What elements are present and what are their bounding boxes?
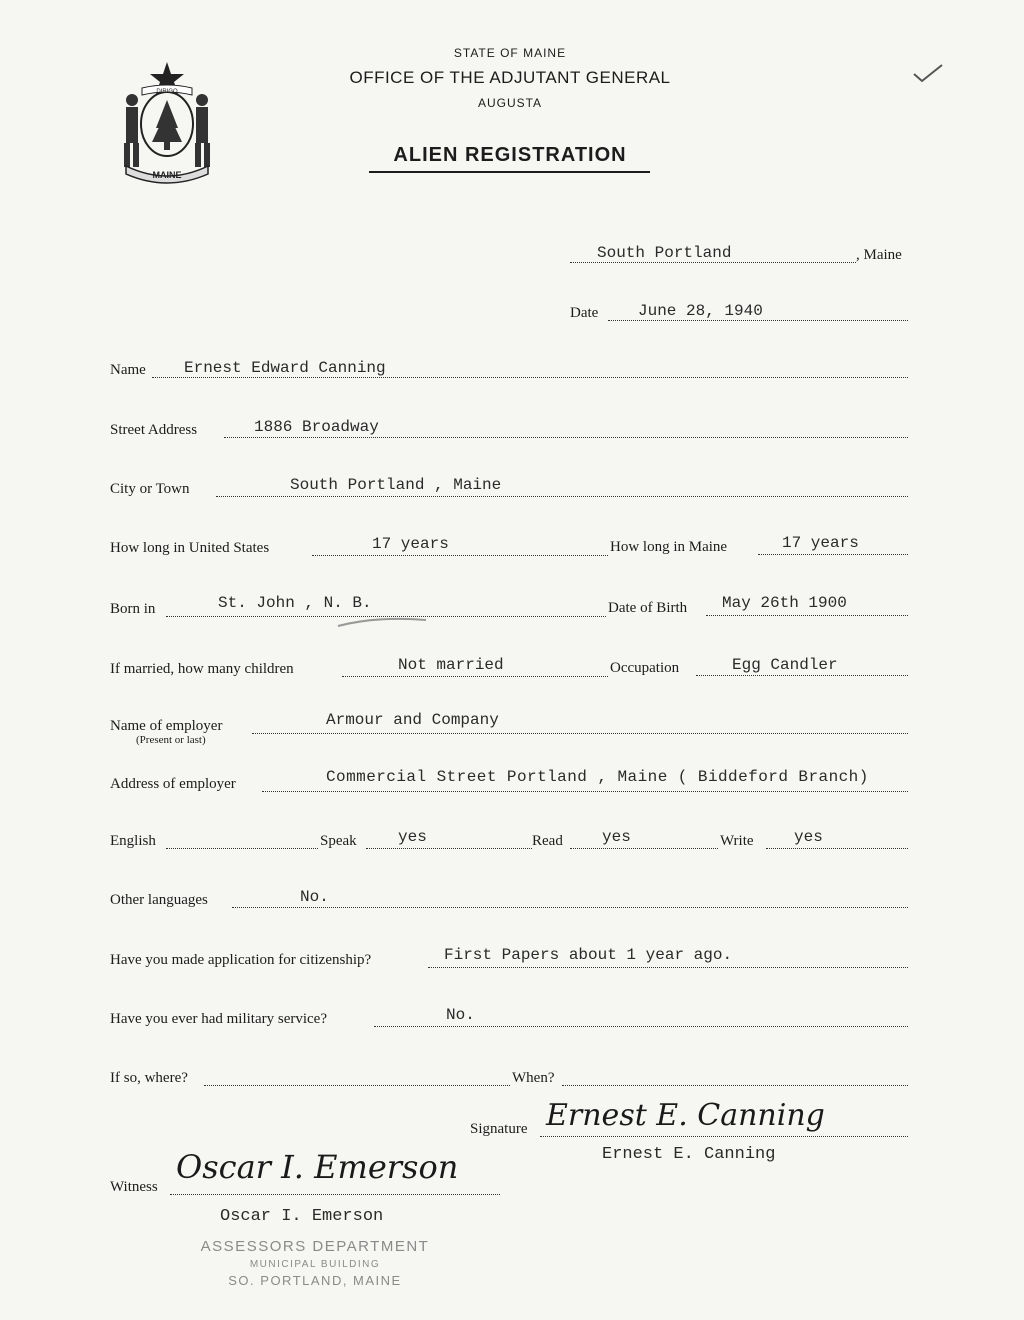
maine-duration-label: How long in Maine bbox=[610, 539, 728, 555]
city-heading: AUGUSTA bbox=[477, 96, 543, 110]
street-label: Street Address bbox=[110, 422, 198, 438]
state-heading: STATE OF MAINE bbox=[453, 46, 567, 60]
citizenship-value: First Papers about 1 year ago. bbox=[444, 946, 733, 964]
stamp-building: MUNICIPAL BUILDING bbox=[249, 1259, 381, 1270]
employer-sublabel: (Present or last) bbox=[136, 734, 206, 746]
write-label: Write bbox=[720, 833, 754, 849]
city-label: City or Town bbox=[110, 481, 190, 497]
witness-label: Witness bbox=[110, 1179, 158, 1195]
witness-typed-name: Oscar I. Emerson bbox=[220, 1207, 384, 1226]
speak-label: Speak bbox=[320, 833, 357, 849]
employer-address-label: Address of employer bbox=[110, 776, 236, 792]
speak-value: yes bbox=[398, 828, 427, 846]
signature-label: Signature bbox=[470, 1121, 528, 1137]
name-label: Name bbox=[110, 362, 146, 378]
us-duration-value: 17 years bbox=[372, 535, 449, 553]
state-seal-emblem bbox=[112, 58, 222, 186]
military-label: Have you ever had military service? bbox=[110, 1011, 327, 1027]
dob-label: Date of Birth bbox=[608, 600, 688, 616]
name-value: Ernest Edward Canning bbox=[184, 359, 386, 377]
signature-typed-name: Ernest E. Canning bbox=[602, 1145, 776, 1164]
english-label: English bbox=[110, 833, 156, 849]
dob-value: May 26th 1900 bbox=[722, 594, 847, 612]
read-value: yes bbox=[602, 828, 631, 846]
occupation-label: Occupation bbox=[610, 660, 680, 676]
place-suffix: , Maine bbox=[856, 247, 902, 263]
employer-value: Armour and Company bbox=[326, 711, 499, 729]
birthplace-label: Born in bbox=[110, 601, 156, 617]
signature-script: Ernest E. Canning bbox=[546, 1098, 825, 1133]
citizenship-label: Have you made application for citizenship? bbox=[110, 952, 372, 968]
employer-address-value: Commercial Street Portland , Maine ( Biddeford Branch) bbox=[326, 768, 869, 786]
stamp-city: SO. PORTLAND, MAINE bbox=[228, 1273, 402, 1288]
us-duration-label: How long in United States bbox=[110, 540, 270, 556]
other-languages-value: No. bbox=[300, 888, 329, 906]
when-label: When? bbox=[512, 1070, 555, 1086]
check-mark-icon bbox=[912, 62, 944, 84]
seal-motto-text: DIRIGO bbox=[156, 89, 178, 95]
form-title: ALIEN REGISTRATION bbox=[393, 144, 627, 166]
date-value: June 28, 1940 bbox=[638, 302, 763, 320]
date-label: Date bbox=[570, 305, 599, 321]
seal-banner-text: MAINE bbox=[152, 170, 182, 180]
military-value: No. bbox=[446, 1006, 475, 1024]
maine-duration-value: 17 years bbox=[782, 534, 859, 552]
city-value: South Portland , Maine bbox=[290, 476, 502, 494]
children-value: Not married bbox=[398, 656, 504, 674]
employer-label: Name of employer bbox=[110, 718, 223, 734]
office-heading: OFFICE OF THE ADJUTANT GENERAL bbox=[349, 68, 671, 87]
place-value: South Portland bbox=[597, 244, 732, 262]
birthplace-value: St. John , N. B. bbox=[218, 594, 372, 612]
where-label: If so, where? bbox=[110, 1070, 188, 1086]
street-value: 1886 Broadway bbox=[254, 418, 379, 436]
title-underline bbox=[369, 171, 650, 173]
other-languages-label: Other languages bbox=[110, 892, 208, 908]
stamp-department: ASSESSORS DEPARTMENT bbox=[200, 1238, 430, 1255]
occupation-value: Egg Candler bbox=[732, 656, 838, 674]
witness-signature-script: Oscar I. Emerson bbox=[176, 1148, 459, 1186]
pencil-stroke-mark bbox=[336, 614, 428, 630]
children-label: If married, how many children bbox=[110, 661, 294, 677]
write-value: yes bbox=[794, 828, 823, 846]
read-label: Read bbox=[532, 833, 563, 849]
